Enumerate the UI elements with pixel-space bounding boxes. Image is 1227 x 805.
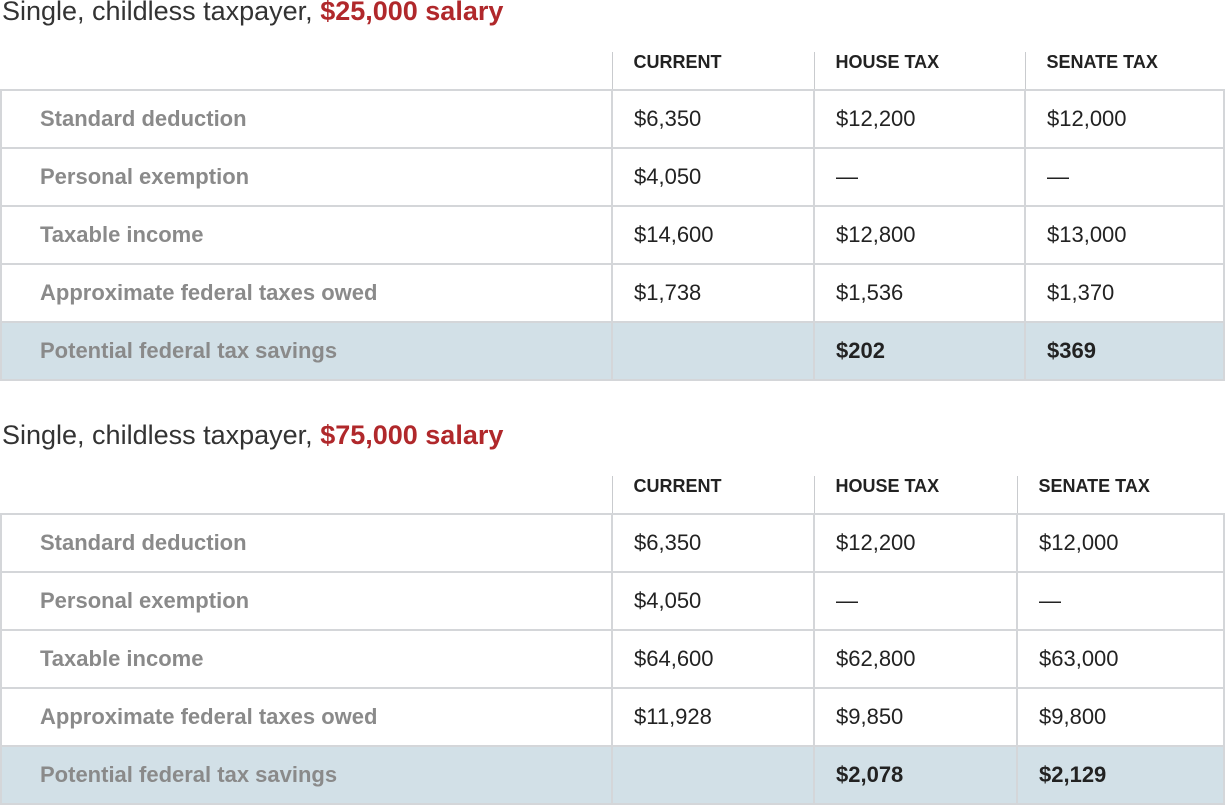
cell-house: $1,536: [814, 264, 1025, 322]
savings-row: [1, 322, 1224, 380]
header-row: [1, 52, 1224, 90]
row-label: Approximate federal taxes owed: [1, 264, 612, 322]
header-senate-tax: SENATE TAX: [1025, 52, 1224, 90]
cell-house: —: [814, 148, 1025, 206]
header-senate-tax: SENATE TAX: [1017, 476, 1224, 514]
table-row: [1, 206, 1224, 264]
cell-current: $4,050: [612, 572, 814, 630]
row-label: Taxable income: [1, 630, 612, 688]
header-row: [1, 476, 1224, 514]
cell-house: $9,850: [814, 688, 1017, 746]
header-house-tax: HOUSE TAX: [814, 476, 1017, 514]
row-label: Potential federal tax savings: [1, 746, 612, 804]
cell-current: $14,600: [612, 206, 814, 264]
cell-senate: $2,129: [1017, 746, 1224, 804]
row-label: Personal exemption: [1, 148, 612, 206]
row-label: Approximate federal taxes owed: [1, 688, 612, 746]
table-row: [1, 90, 1224, 148]
cell-house: $202: [814, 322, 1025, 380]
cell-senate: $369: [1025, 322, 1224, 380]
header-current: CURRENT: [612, 52, 814, 90]
title-prefix: Single, childless taxpayer,: [2, 420, 321, 450]
cell-current: [612, 746, 814, 804]
header-blank: [1, 52, 612, 90]
cell-current: $6,350: [612, 90, 814, 148]
row-label: Taxable income: [1, 206, 612, 264]
header-blank: [1, 476, 612, 514]
cell-house: $12,800: [814, 206, 1025, 264]
cell-senate: —: [1017, 572, 1224, 630]
title-highlight: $25,000 salary: [320, 0, 504, 26]
cell-senate: $1,370: [1025, 264, 1224, 322]
table-row: [1, 572, 1224, 630]
cell-house: $62,800: [814, 630, 1017, 688]
header-current: CURRENT: [612, 476, 814, 514]
cell-senate: $13,000: [1025, 206, 1224, 264]
cell-senate: $12,000: [1017, 514, 1224, 572]
header-house-tax: HOUSE TAX: [814, 52, 1025, 90]
table-row: [1, 148, 1224, 206]
title-highlight: $75,000 salary: [320, 420, 504, 450]
table-row: [1, 514, 1224, 572]
cell-house: $2,078: [814, 746, 1017, 804]
row-label: Standard deduction: [1, 514, 612, 572]
row-label: Personal exemption: [1, 572, 612, 630]
table-row: [1, 688, 1224, 746]
row-label: Standard deduction: [1, 90, 612, 148]
cell-house: $12,200: [814, 514, 1017, 572]
tax-comparison-table: [0, 52, 1225, 381]
cell-senate: $9,800: [1017, 688, 1224, 746]
table-row: [1, 264, 1224, 322]
cell-current: $64,600: [612, 630, 814, 688]
tax-comparison-table: [0, 476, 1225, 805]
cell-house: $12,200: [814, 90, 1025, 148]
cell-current: $11,928: [612, 688, 814, 746]
cell-house: —: [814, 572, 1017, 630]
row-label: Potential federal tax savings: [1, 322, 612, 380]
cell-senate: —: [1025, 148, 1224, 206]
cell-current: [612, 322, 814, 380]
table-title: [2, 420, 503, 450]
cell-senate: $63,000: [1017, 630, 1224, 688]
table-row: [1, 630, 1224, 688]
savings-row: [1, 746, 1224, 804]
cell-current: $4,050: [612, 148, 814, 206]
cell-senate: $12,000: [1025, 90, 1224, 148]
cell-current: $6,350: [612, 514, 814, 572]
table-title: [2, 0, 503, 26]
title-prefix: Single, childless taxpayer,: [2, 0, 321, 26]
cell-current: $1,738: [612, 264, 814, 322]
